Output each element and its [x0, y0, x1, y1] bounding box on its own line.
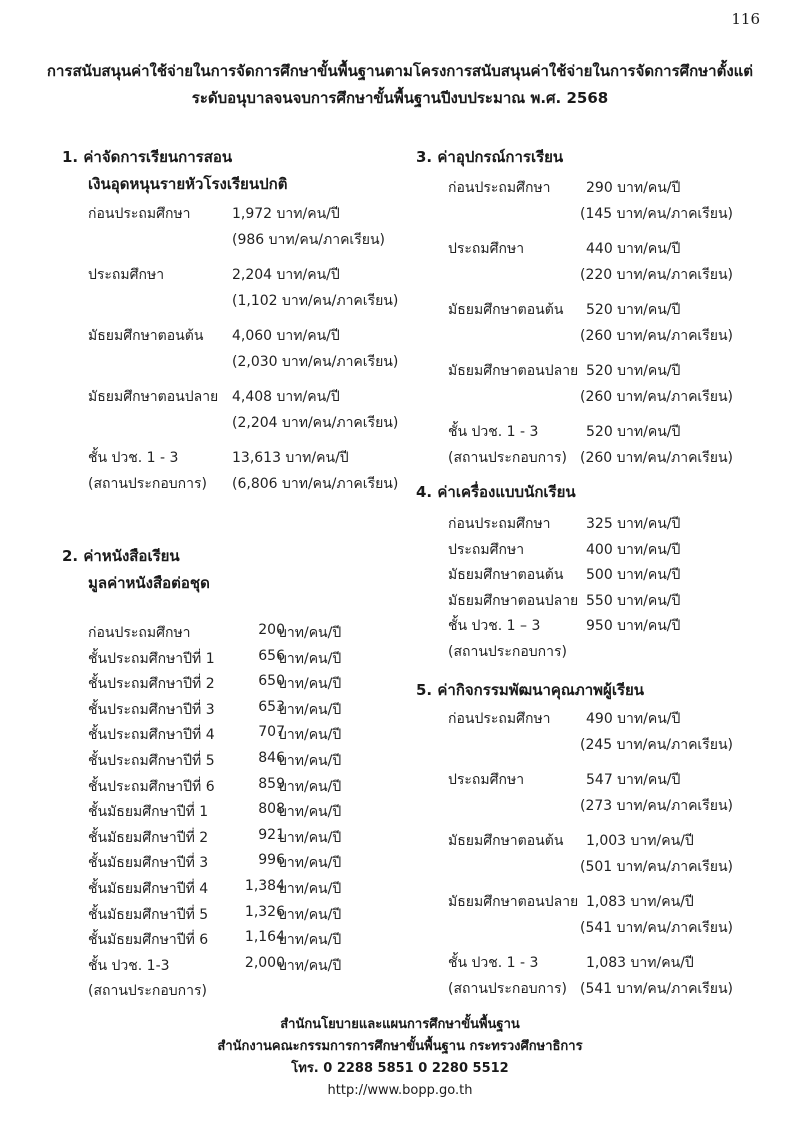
per-term-amount: (6,806 บาท/คน/ภาคเรียน)	[232, 476, 399, 492]
book-value: 707	[258, 724, 285, 741]
book-row	[88, 699, 388, 723]
level-label: ชั้นประถมศึกษาปีที่ 4	[88, 727, 215, 744]
uniform-row	[448, 564, 748, 588]
book-value: 859	[258, 775, 285, 792]
rate-row	[448, 421, 778, 473]
level-label: ชั้นมัธยมศึกษาปีที่ 6	[88, 932, 209, 949]
level-label: มัธยมศึกษาตอนต้น	[448, 567, 564, 583]
level-label: มัธยมศึกษาตอนปลาย	[448, 894, 579, 910]
book-unit: บาท/คน/ปี	[278, 804, 342, 821]
book-value: 200	[258, 622, 285, 638]
footer-office: สำนักนโยบายและแผนการศึกษาขั้นพื้นฐาน	[280, 1017, 520, 1032]
book-row	[88, 673, 388, 697]
book-value: 996	[258, 852, 285, 869]
rate-row	[88, 447, 418, 499]
section-2-subheading: มูลค่าหนังสือต่อชุด	[88, 574, 210, 592]
per-year-amount: 1,083 บาท/คน/ปี	[586, 955, 694, 971]
rate-row	[88, 264, 418, 316]
rate-row	[88, 386, 418, 438]
level-label: ชั้น ปวช. 1 - 3	[88, 450, 179, 466]
book-unit: บาท/คน/ปี	[278, 676, 342, 693]
book-row	[88, 827, 388, 851]
section-1-heading: 1. ค่าจัดการเรียนการสอน	[62, 148, 233, 166]
level-label: ก่อนประถมศึกษา	[88, 206, 191, 222]
rate-row	[448, 769, 778, 821]
uniform-amount: 325 บาท/คน/ปี	[586, 516, 681, 532]
rate-row	[88, 325, 418, 377]
level-label: ชั้นมัธยมศึกษาปีที่ 2	[88, 829, 209, 846]
rate-row	[448, 238, 778, 290]
page-number: 116	[731, 10, 760, 28]
per-year-amount: 4,408 บาท/คน/ปี	[232, 389, 340, 405]
book-unit: บาท/คน/ปี	[278, 957, 342, 974]
level-label: มัธยมศึกษาตอนต้น	[448, 302, 564, 318]
book-unit: บาท/คน/ปี	[278, 778, 342, 795]
section-5-heading: 5. ค่ากิจกรรมพัฒนาคุณภาพผู้เรียน	[416, 681, 645, 699]
book-unit: บาท/คน/ปี	[278, 829, 342, 846]
per-term-amount: (145 บาท/คน/ภาคเรียน)	[580, 206, 733, 222]
uniform-amount: 950 บาท/คน/ปี	[586, 618, 681, 634]
level-label: ก่อนประถมศึกษา	[448, 711, 551, 727]
level-label: ชั้น ปวช. 1 - 3	[448, 424, 539, 440]
book-unit: บาท/คน/ปี	[278, 625, 342, 641]
book-value: 846	[258, 750, 285, 766]
left-column	[62, 0, 400, 1000]
book-unit: บาท/คน/ปี	[278, 753, 342, 769]
book-value: 656	[258, 647, 285, 664]
uniform-amount: 550 บาท/คน/ปี	[586, 592, 681, 609]
per-year-amount: 1,003 บาท/คน/ปี	[586, 833, 694, 849]
book-row	[88, 622, 388, 646]
level-label: ชั้นประถมศึกษาปีที่ 5	[88, 753, 215, 769]
uniform-row	[448, 539, 748, 563]
per-term-amount: (273 บาท/คน/ภาคเรียน)	[580, 798, 733, 814]
per-year-amount: 290 บาท/คน/ปี	[586, 180, 681, 196]
rate-row	[448, 708, 778, 760]
rate-row	[448, 891, 778, 943]
per-term-amount: (541 บาท/คน/ภาคเรียน)	[580, 920, 733, 936]
uniform-amount: 400 บาท/คน/ปี	[586, 541, 681, 558]
title-line-1: การสนับสนุนค่าใช้จ่ายในการจัดการศึกษาขั้นพื้นฐานตามโครงการสนับสนุนค่าใช้จ่ายในการจัดการศึกษาตั้งแต่	[46, 62, 754, 80]
per-year-amount: 1,972 บาท/คน/ปี	[232, 206, 340, 222]
level-label: ชั้น ปวช. 1 - 3	[448, 955, 539, 971]
book-unit: บาท/คน/ปี	[278, 881, 342, 897]
title-line-2: ระดับอนุบาลจนจบการศึกษาขั้นพื้นฐานปีงบประมาณ พ.ศ. 2568	[191, 89, 609, 107]
level-label: ชั้นประถมศึกษาปีที่ 2	[88, 676, 215, 693]
per-term-amount: (1,102 บาท/คน/ภาคเรียน)	[232, 293, 399, 309]
section-4-heading: 4. ค่าเครื่องแบบนักเรียน	[416, 483, 576, 501]
level-label: ชั้นประถมศึกษาปีที่ 6	[88, 778, 215, 795]
per-term-amount: (220 บาท/คน/ภาคเรียน)	[580, 267, 733, 283]
per-year-amount: 520 บาท/คน/ปี	[586, 424, 681, 440]
book-unit: บาท/คน/ปี	[278, 701, 342, 718]
per-term-amount: (260 บาท/คน/ภาคเรียน)	[580, 328, 733, 344]
per-year-amount: 2,204 บาท/คน/ปี	[232, 267, 340, 283]
per-year-amount: 4,060 บาท/คน/ปี	[232, 328, 340, 344]
per-term-amount: (2,030 บาท/คน/ภาคเรียน)	[232, 354, 399, 370]
level-label: มัธยมศึกษาตอนต้น	[448, 833, 564, 849]
book-value: 921	[258, 826, 285, 843]
level-label: ชั้นประถมศึกษาปีที่ 1	[88, 650, 215, 667]
book-value: 1,164	[244, 929, 285, 946]
book-unit: บาท/คน/ปี	[278, 727, 342, 744]
level-label: ชั้นประถมศึกษาปีที่ 3	[88, 701, 215, 718]
book-unit: บาท/คน/ปี	[278, 855, 342, 872]
per-term-amount: (260 บาท/คน/ภาคเรียน)	[580, 389, 733, 405]
level-note: (สถานประกอบการ)	[448, 981, 567, 997]
per-term-amount: (541 บาท/คน/ภาคเรียน)	[580, 981, 733, 997]
per-year-amount: 440 บาท/คน/ปี	[586, 241, 681, 257]
per-term-amount: (245 บาท/คน/ภาคเรียน)	[580, 737, 733, 753]
book-row	[88, 724, 388, 748]
section-1-subheading: เงินอุดหนุนรายหัวโรงเรียนปกติ	[88, 175, 288, 193]
per-term-amount: (986 บาท/คน/ภาคเรียน)	[232, 232, 385, 248]
book-row	[88, 904, 388, 928]
uniform-amount: 500 บาท/คน/ปี	[586, 567, 681, 583]
level-label: ชั้นมัธยมศึกษาปีที่ 4	[88, 881, 209, 897]
level-label: มัธยมศึกษาตอนปลาย	[448, 592, 579, 609]
level-label: ประถมศึกษา	[448, 772, 525, 788]
book-row	[88, 878, 388, 902]
section-3-heading: 3. ค่าอุปกรณ์การเรียน	[416, 148, 564, 166]
rate-row	[448, 360, 778, 412]
uniform-row	[448, 513, 748, 537]
per-term-amount: (260 บาท/คน/ภาคเรียน)	[580, 450, 733, 466]
per-year-amount: 520 บาท/คน/ปี	[586, 302, 681, 318]
level-label: มัธยมศึกษาตอนปลาย	[448, 363, 579, 379]
book-row	[88, 929, 388, 953]
level-label: ชั้น ปวช. 1 – 3	[448, 618, 541, 634]
level-label: ชั้นมัธยมศึกษาปีที่ 1	[88, 804, 209, 821]
footer-agency: สำนักงานคณะกรรมการการศึกษาขั้นพื้นฐาน กระทรวงศึกษาธิการ	[217, 1039, 583, 1054]
level-label: ประถมศึกษา	[448, 241, 525, 257]
book-unit: บาท/คน/ปี	[278, 650, 342, 667]
level-note: (สถานประกอบการ)	[88, 476, 207, 492]
book-unit: บาท/คน/ปี	[278, 932, 342, 949]
book-value: 1,326	[244, 903, 285, 920]
rate-row	[88, 203, 418, 255]
level-label: ก่อนประถมศึกษา	[448, 516, 551, 532]
footer-phone: โทร. 0 2288 5851 0 2280 5512	[291, 1061, 509, 1076]
level-label: มัธยมศึกษาตอนปลาย	[88, 389, 219, 405]
uniform-row	[448, 615, 748, 639]
book-unit: บาท/คน/ปี	[278, 906, 342, 923]
level-note: (สถานประกอบการ)	[448, 643, 567, 660]
per-year-amount: 490 บาท/คน/ปี	[586, 711, 681, 727]
level-label: มัธยมศึกษาตอนต้น	[88, 328, 204, 344]
right-column	[416, 0, 756, 1000]
book-row	[88, 801, 388, 825]
rate-row	[448, 830, 778, 882]
book-row	[88, 955, 388, 979]
level-label: ชั้นมัธยมศึกษาปีที่ 5	[88, 906, 209, 923]
per-term-amount: (501 บาท/คน/ภาคเรียน)	[580, 859, 733, 875]
book-row	[88, 750, 388, 774]
per-term-amount: (2,204 บาท/คน/ภาคเรียน)	[232, 415, 399, 431]
footer	[0, 1014, 800, 1102]
rate-row	[448, 299, 778, 351]
book-value: 2,000	[244, 954, 285, 971]
level-label: ก่อนประถมศึกษา	[448, 180, 551, 196]
rate-row	[448, 952, 778, 1004]
book-value: 1,384	[244, 878, 285, 894]
per-year-amount: 13,613 บาท/คน/ปี	[232, 450, 349, 466]
book-value: 650	[258, 673, 285, 690]
book-row	[88, 852, 388, 876]
per-year-amount: 547 บาท/คน/ปี	[586, 772, 681, 788]
book-value: 808	[258, 801, 285, 818]
rate-row	[448, 177, 778, 229]
per-year-amount: 1,083 บาท/คน/ปี	[586, 894, 694, 910]
footer-website-link[interactable]: http://www.bopp.go.th	[327, 1083, 473, 1098]
book-row	[88, 776, 388, 800]
level-note: (สถานประกอบการ)	[88, 983, 207, 1000]
level-note: (สถานประกอบการ)	[448, 450, 567, 466]
section-2-heading: 2. ค่าหนังสือเรียน	[62, 547, 180, 565]
level-label: ประถมศึกษา	[88, 267, 165, 283]
per-year-amount: 520 บาท/คน/ปี	[586, 363, 681, 379]
level-label: ประถมศึกษา	[448, 541, 525, 558]
uniform-row	[448, 590, 748, 614]
level-label: ก่อนประถมศึกษา	[88, 625, 191, 641]
book-value: 653	[258, 698, 285, 715]
level-label: ชั้นมัธยมศึกษาปีที่ 3	[88, 855, 209, 872]
book-row	[88, 648, 388, 672]
level-label: ชั้น ปวช. 1-3	[88, 957, 170, 974]
